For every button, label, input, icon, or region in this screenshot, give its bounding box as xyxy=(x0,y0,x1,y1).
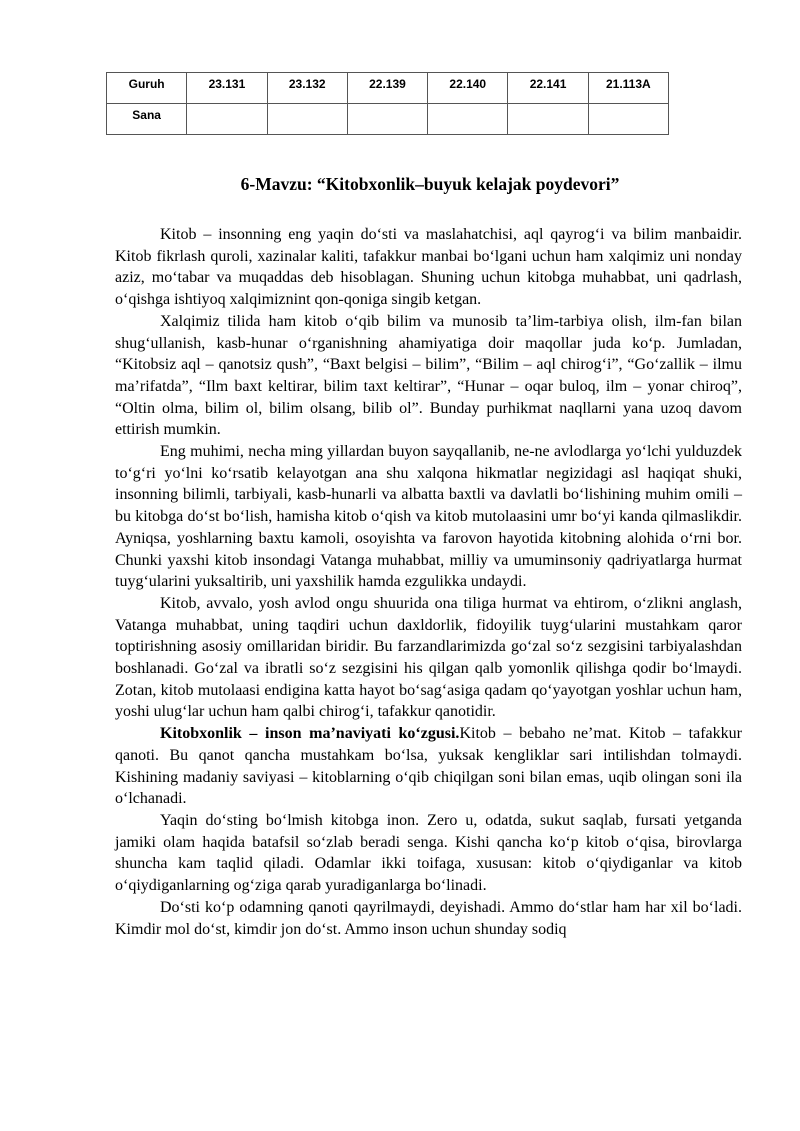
paragraph: Xalqimiz tilida ham kitob o‘qib bilim va munosib ta’lim-tarbiya olish, ilm-fan bilan shug‘ullanish, kasb-hunar o‘rganishning ahamiyatiga doir maqollar juda ko‘p. Jumladan, “Kitobsiz aql – qanotsiz qush”, “Baxt belgisi – bilim”, “Bilim – aql chirog‘i”, “Go‘zallik – ilmu ma’rifatda”, “Ilm baxt keltirar, bilim taxt keltirar”, “Hunar – oqar buloq, ilm – yonar chiroq”, “Oltin olma, bilim ol, bilim olsang, bilib ol”. Bunday purhikmat naqllarni yana uzoq davom ettirish mumkin. xyxy=(115,312,742,439)
paragraph: Eng muhimi, necha ming yillardan buyon sayqallanib, ne-ne avlodlarga yo‘lchi yulduzdek to‘g‘ri yo‘lni ko‘rsatib kelayotgan ana shu xalqona hikmatlar negizidagi asl haqiqat shuki, insonning bilimli, tarbiyali, kasb-hunarli va albatta baxtli va davlatli bo‘lishining muhim omili – bu kitobga do‘st bo‘lish, hamisha kitob o‘qish va kitob mutolaasini umr bo‘yi kanda qilmaslikdir. Ayniqsa, yoshlarning baxtu kamoli, osoyishta va farovon hayotida kitobning alohida o‘rni bor. Chunki yaxshi kitob insondagi Vatanga muhabbat, milliy va umuminsoniy qadriyatlarga hurmat tuyg‘ularini yuksaltirib, uni yaxshilik hamda ezgulikka undaydi. xyxy=(115,443,742,591)
table-cell: 22.139 xyxy=(347,73,427,104)
paragraph-text: Kitob – bebaho ne’mat. Kitob – tafakkur qanoti. Bu qanot qancha mustahkam bo‘lsa, yuksak kengliklar sari intilishdan tolmaydi. Kishining madaniy saviyasi – kitoblarning o‘qib chiqilgan soni bilan emas, uqib olingan soni ila o‘lchanadi. xyxy=(115,725,742,808)
table-cell: 22.140 xyxy=(428,73,508,104)
table-cell: Guruh xyxy=(107,73,187,104)
document-body xyxy=(115,224,742,940)
document-title: 6-Mavzu: “Kitobxonlik–buyuk kelajak poydevori” xyxy=(240,174,620,194)
table-cell: 21.113A xyxy=(588,73,668,104)
table-cell xyxy=(428,104,508,135)
paragraph: Do‘sti ko‘p odamning qanoti qayrilmaydi, deyishadi. Ammo do‘stlar ham har xil bo‘ladi. Kimdir mol do‘st, kimdir jon do‘st. Ammo inson uchun shunday sodiq xyxy=(115,898,742,938)
table-cell: Sana xyxy=(107,104,187,135)
table-cell xyxy=(267,104,347,135)
paragraph: Yaqin do‘sting bo‘lmish kitobga inon. Zero u, odatda, sukut saqlab, fursati yetganda jamiki olam haqida batafsil so‘zlab beradi senga. Kishi qancha ko‘p kitob o‘qisa, birovlarga shuncha kam taqlid qiladi. Odamlar ikki toifaga, xususan: kitob o‘qiydiganlar va kitob o‘qiydiganlarning og‘ziga qarab yuradiganlarga bo‘linadi. xyxy=(115,811,742,895)
table-cell: 23.131 xyxy=(187,73,267,104)
group-row xyxy=(107,73,669,104)
paragraph xyxy=(115,723,742,810)
date-row xyxy=(107,104,669,135)
paragraph: Kitob – insonning eng yaqin do‘sti va maslahatchisi, aql qayrog‘i va bilim manbaidir. Kitob fikrlash quroli, xazinalar kaliti, tafakkur manbai bo‘lgani uchun ham xalqimiz uni nonday aziz, mo‘tabar va muqaddas deb hisoblagan. Shuning uchun kitobga muhabbat, uni qadrlash, o‘qishga ishtiyoq xalqimiznint qon-qoniga singib ketgan. xyxy=(115,226,742,309)
table-cell xyxy=(187,104,267,135)
table-cell: 22.141 xyxy=(508,73,588,104)
group-date-table xyxy=(106,72,669,135)
table-cell xyxy=(347,104,427,135)
table-cell xyxy=(588,104,668,135)
table-cell xyxy=(508,104,588,135)
bold-heading: Kitobxonlik – inson ma’naviyati ko‘zgusi. xyxy=(160,725,460,743)
paragraph: Kitob, avvalo, yosh avlod ongu shuurida ona tiliga hurmat va ehtirom, o‘zlikni anglash, Vatanga muhabbat, uning taqdiri uchun daxldorlik, fidoyilik tuyg‘ularini mustahkam qaror toptirishning asosiy omillaridan biridir. Bu farzandlarimizda go‘zal so‘z sezgisini tarbiyalashdan boshlanadi. Go‘zal va ibratli so‘z sezgisini his qilgan qalb yomonlik qilishga qodir bo‘lmaydi. Zotan, kitob mutolaasi endigina katta hayot bo‘sag‘asiga qadam qo‘yayotgan yoshlar uchun ham, yoshi ulug‘lar uchun ham qalbi chirog‘i, tafakkur qanotidir. xyxy=(115,594,742,721)
table-cell: 23.132 xyxy=(267,73,347,104)
